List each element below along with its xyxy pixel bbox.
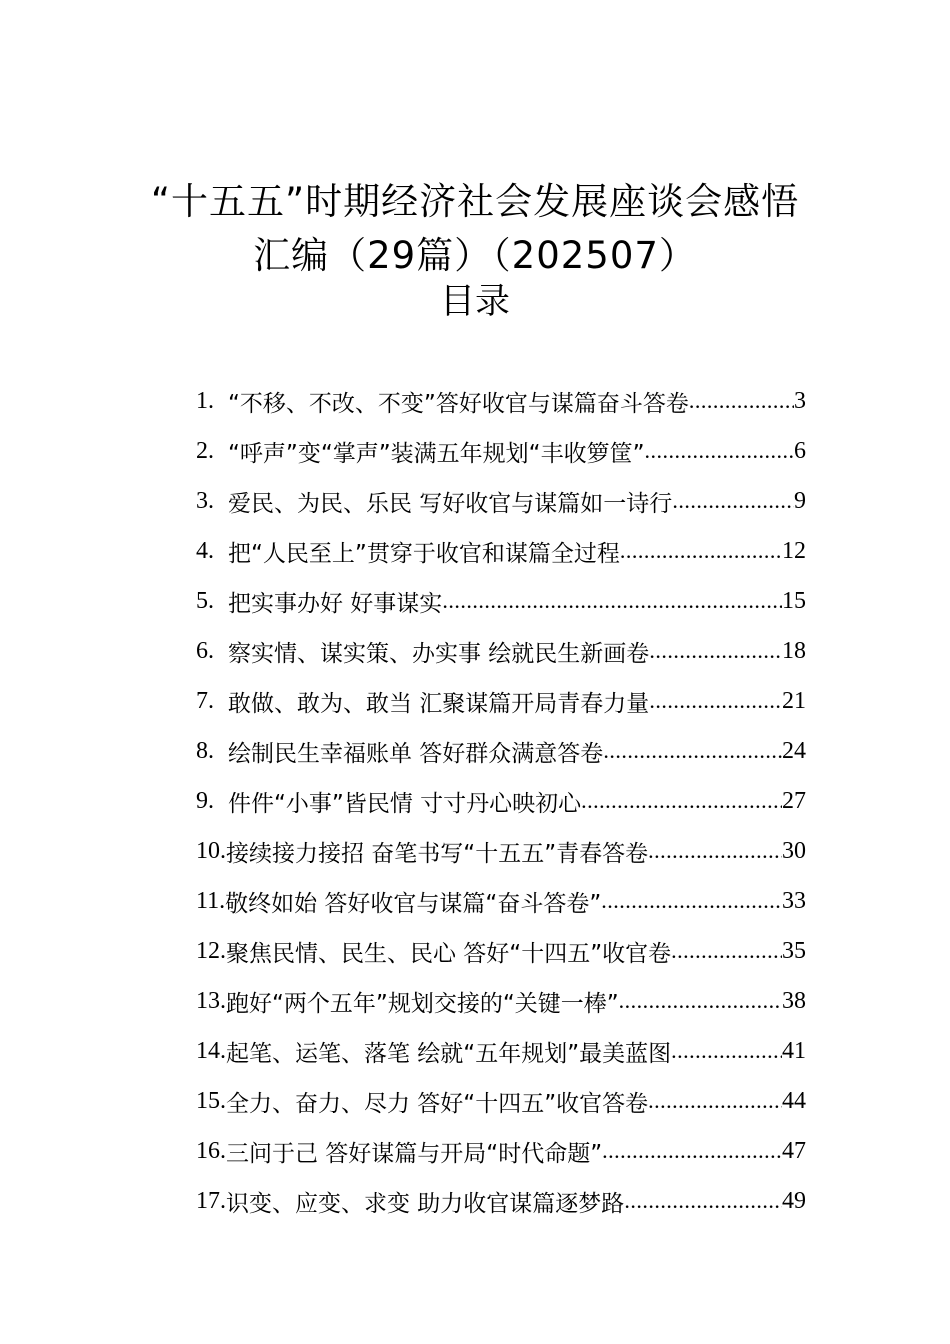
toc-leader-dots bbox=[689, 388, 794, 414]
toc-entry-title: 三问于己 答好谋篇与开局“时代命题” bbox=[226, 1140, 603, 1167]
toc-entry-number: 5. bbox=[196, 587, 214, 614]
toc-entry-page: 12 bbox=[782, 537, 806, 564]
toc-entry-title: 接续接力接招 奋笔书写“十五五”青春答卷 bbox=[226, 840, 649, 867]
toc-entry-title: 把“人民至上”贯穿于收官和谋篇全过程 bbox=[228, 540, 620, 567]
toc-entry-number: 4. bbox=[196, 537, 214, 564]
toc-leader-dots bbox=[672, 488, 794, 514]
toc-leader-dots bbox=[648, 1088, 782, 1114]
toc-entry[interactable] bbox=[196, 626, 806, 676]
toc-entry[interactable] bbox=[196, 976, 806, 1026]
toc-entry[interactable] bbox=[196, 926, 806, 976]
toc-entry-page: 9 bbox=[794, 487, 806, 514]
toc-leader-dots bbox=[671, 938, 782, 964]
toc-entry-title: 聚焦民情、民生、民心 答好“十四五”收官卷 bbox=[226, 940, 672, 967]
document-title-line-2: 汇编（29篇）（202507） bbox=[253, 234, 697, 277]
toc-leader-dots bbox=[581, 788, 782, 814]
toc-entry[interactable] bbox=[196, 1126, 806, 1176]
toc-entry-number: 3. bbox=[196, 487, 214, 514]
toc-entry[interactable] bbox=[196, 476, 806, 526]
toc-entry[interactable] bbox=[196, 526, 806, 576]
toc-leader-dots bbox=[619, 988, 782, 1014]
toc-entry[interactable] bbox=[196, 876, 806, 926]
toc-entry-title: 敢做、敢为、敢当 汇聚谋篇开局青春力量 bbox=[228, 690, 650, 717]
toc-entry-number: 15. bbox=[196, 1087, 226, 1114]
toc-entry-title: 把实事办好 好事谋实 bbox=[228, 590, 443, 617]
toc-entry-number: 13. bbox=[196, 987, 226, 1014]
toc-entry-title: 爱民、为民、乐民 写好收官与谋篇如一诗行 bbox=[228, 490, 673, 517]
toc-entry-title: “呼声”变“掌声”装满五年规划“丰收箩筐” bbox=[228, 440, 645, 467]
toc-leader-dots bbox=[624, 1188, 782, 1214]
toc-entry[interactable] bbox=[196, 576, 806, 626]
toc-entry-number: 12. bbox=[196, 937, 226, 964]
toc-entry[interactable] bbox=[196, 676, 806, 726]
toc-entry-page: 49 bbox=[782, 1187, 806, 1214]
toc-entry-title: “不移、不改、不变”答好收官与谋篇奋斗答卷 bbox=[228, 390, 689, 417]
document-title bbox=[0, 175, 950, 283]
toc-leader-dots bbox=[648, 838, 782, 864]
table-of-contents bbox=[196, 376, 806, 1226]
toc-entry-page: 6 bbox=[794, 437, 806, 464]
toc-entry-number: 16. bbox=[196, 1137, 226, 1164]
toc-entry[interactable] bbox=[196, 1026, 806, 1076]
toc-entry-page: 38 bbox=[782, 987, 806, 1014]
toc-entry[interactable] bbox=[196, 1176, 806, 1226]
toc-entry-number: 7. bbox=[196, 687, 214, 714]
toc-entry-number: 8. bbox=[196, 737, 214, 764]
toc-entry-number: 6. bbox=[196, 637, 214, 664]
toc-entry-title: 全力、奋力、尽力 答好“十四五”收官答卷 bbox=[226, 1090, 649, 1117]
toc-entry-title: 绘制民生幸福账单 答好群众满意答卷 bbox=[228, 740, 604, 767]
toc-entry-number: 11. bbox=[196, 887, 226, 914]
toc-entry-title: 察实情、谋实策、办实事 绘就民生新画卷 bbox=[228, 640, 650, 667]
toc-entry-page: 15 bbox=[782, 587, 806, 614]
toc-entry-title: 识变、应变、求变 助力收官谋篇逐梦路 bbox=[226, 1190, 625, 1217]
toc-leader-dots bbox=[649, 688, 782, 714]
toc-entry-title: 起笔、运笔、落笔 绘就“五年规划”最美蓝图 bbox=[226, 1040, 672, 1067]
toc-entry-page: 35 bbox=[782, 937, 806, 964]
toc-leader-dots bbox=[603, 738, 782, 764]
toc-entry-page: 21 bbox=[782, 687, 806, 714]
toc-entry[interactable] bbox=[196, 376, 806, 426]
toc-entry-page: 30 bbox=[782, 837, 806, 864]
toc-entry-page: 47 bbox=[782, 1137, 806, 1164]
toc-entry-page: 33 bbox=[782, 887, 806, 914]
toc-leader-dots bbox=[602, 1138, 782, 1164]
document-title-line-1: “十五五”时期经济社会发展座谈会感悟 bbox=[150, 180, 800, 223]
toc-leader-dots bbox=[442, 588, 782, 614]
toc-entry-page: 27 bbox=[782, 787, 806, 814]
toc-entry-number: 9. bbox=[196, 787, 214, 814]
toc-entry-title: 跑好“两个五年”规划交接的“关键一棒” bbox=[226, 990, 619, 1017]
toc-leader-dots bbox=[671, 1038, 782, 1064]
toc-entry-page: 44 bbox=[782, 1087, 806, 1114]
toc-entry[interactable] bbox=[196, 826, 806, 876]
toc-entry[interactable] bbox=[196, 776, 806, 826]
toc-leader-dots bbox=[601, 888, 782, 914]
toc-entry[interactable] bbox=[196, 1076, 806, 1126]
toc-entry-page: 24 bbox=[782, 737, 806, 764]
toc-entry-number: 10. bbox=[196, 837, 226, 864]
toc-entry[interactable] bbox=[196, 726, 806, 776]
toc-leader-dots bbox=[620, 538, 782, 564]
toc-entry-number: 2. bbox=[196, 437, 214, 464]
toc-entry-number: 17. bbox=[196, 1187, 226, 1214]
toc-leader-dots bbox=[649, 638, 782, 664]
toc-entry-number: 14. bbox=[196, 1037, 226, 1064]
toc-entry-number: 1. bbox=[196, 387, 214, 414]
toc-heading: 目录 bbox=[439, 282, 510, 322]
toc-entry-title: 敬终如始 答好收官与谋篇“奋斗答卷” bbox=[225, 890, 602, 917]
toc-entry-page: 41 bbox=[782, 1037, 806, 1064]
toc-entry-title: 件件“小事”皆民情 寸寸丹心映初心 bbox=[228, 790, 582, 817]
toc-entry[interactable] bbox=[196, 426, 806, 476]
toc-entry-page: 18 bbox=[782, 637, 806, 664]
toc-leader-dots bbox=[645, 438, 795, 464]
toc-entry-page: 3 bbox=[794, 387, 806, 414]
